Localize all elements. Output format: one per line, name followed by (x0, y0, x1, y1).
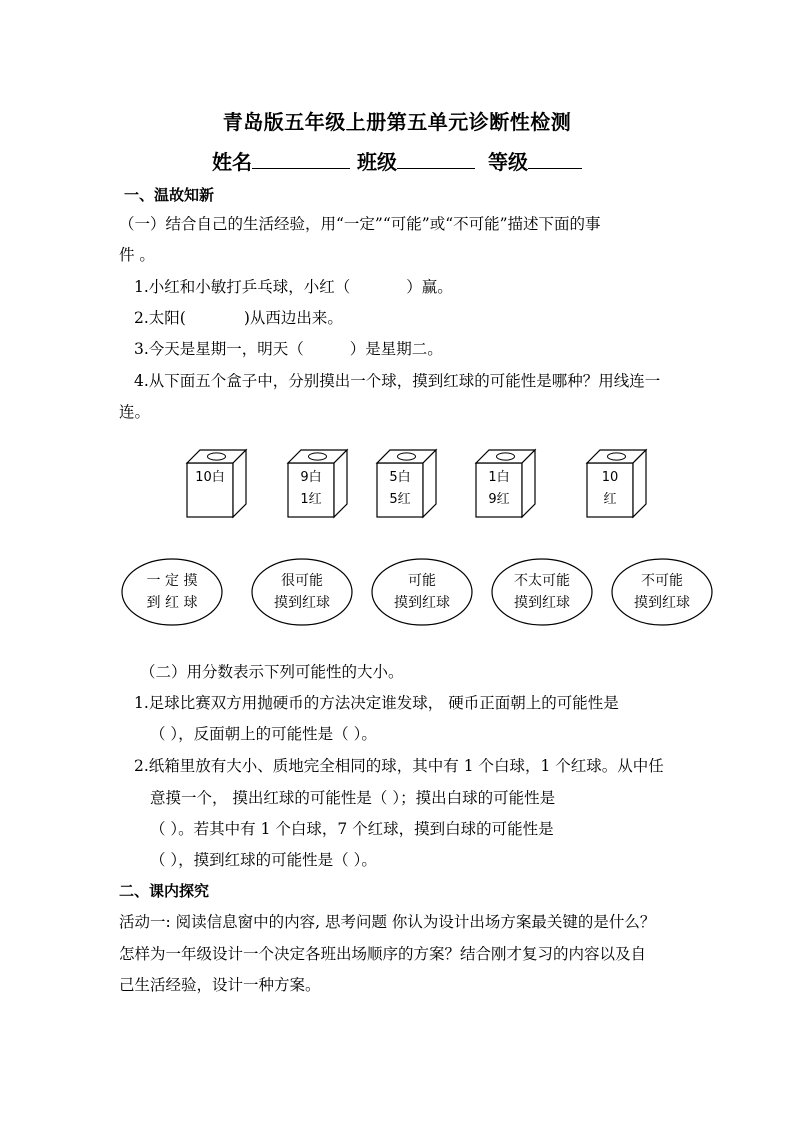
question-1-3: 3.今天是星期一，明天（ ）是星期二。 (134, 340, 443, 358)
box-label-line1: 10白 (195, 470, 225, 485)
part2-q2-line3: （ ）。若其中有 1 个白球，7 个红球，摸到白球的可能性是 (150, 820, 554, 838)
box-label-line2: 5红 (389, 492, 411, 507)
question-1-4-line2: 连。 (119, 403, 151, 421)
box-label-line2: 9红 (488, 492, 510, 507)
box-label (587, 467, 633, 511)
oval-label-line1: 一 定 摸 (146, 573, 198, 589)
oval-label-line2: 摸到红球 (394, 595, 450, 611)
oval-label (372, 570, 472, 614)
part1-intro-line2: 件 。 (119, 246, 155, 264)
part2-q1-line2: （ ），反面朝上的可能性是（ ）。 (150, 725, 377, 743)
box-label-line1: 9白 (300, 470, 322, 485)
part2-q2-line1: 2.纸箱里放有大小、质地完全相同的球，其中有 1 个白球，1 个红球。从中任 (134, 757, 664, 775)
section2-line1: 活动一: 阅读信息窗中的内容, 思考问题 你认为设计出场方案最关键的是什么？ (119, 913, 656, 931)
part2-q1-line1: 1.足球比赛双方用抛硬币的方法决定谁发球， 硬币正面朝上的可能性是 (134, 694, 619, 712)
oval-label (612, 570, 712, 614)
question-1-4-line1: 4.从下面五个盒子中，分别摸出一个球，摸到红球的可能性是哪种？用线连一 (134, 372, 661, 390)
page-title: 青岛版五年级上册第五单元诊断性检测 (222, 110, 572, 134)
box-label-line2: 1红 (300, 492, 322, 507)
box-label (288, 467, 334, 511)
class-label: 班级 (357, 150, 397, 174)
name-label: 姓名 (212, 150, 252, 174)
question-1-1: 1.小红和小敏打乒乓球，小红（ ）赢。 (134, 278, 453, 296)
box-label (377, 467, 423, 511)
oval-label-line1: 可能 (408, 573, 436, 589)
oval-label-line2: 摸到红球 (634, 595, 690, 611)
oval-label-line2: 到 红 球 (146, 595, 198, 611)
box-label-line2: 红 (603, 492, 617, 507)
box-label (187, 467, 233, 489)
section2-heading: 二、课内探究 (119, 882, 210, 900)
box-label-line1: 10 (601, 470, 619, 485)
oval-label (492, 570, 592, 614)
part2-q2-line2: 意摸一个， 摸出红球的可能性是（ ）；摸出白球的可能性是 (150, 789, 556, 807)
part2-q2-line4: （ ），摸到红球的可能性是（ ）。 (150, 851, 377, 869)
oval-label-line2: 摸到红球 (274, 595, 330, 611)
oval-label-line2: 摸到红球 (514, 595, 570, 611)
oval-label (252, 570, 352, 614)
section1-heading: 一、温故知新 (124, 186, 215, 204)
box-label-line1: 1白 (488, 470, 510, 485)
oval-label-line1: 不太可能 (514, 573, 570, 589)
part2-intro: （二）用分数表示下列可能性的大小。 (140, 663, 404, 681)
box-label-line1: 5白 (389, 470, 411, 485)
oval-label (122, 570, 222, 614)
section2-line3: 己生活经验，设计一种方案。 (119, 976, 321, 994)
section2-line2: 怎样为一年级设计一个决定各班出场顺序的方案？结合刚才复习的内容以及自 (119, 945, 647, 963)
question-1-2: 2.太阳( )从西边出来。 (134, 309, 343, 327)
oval-label-line1: 不可能 (641, 573, 683, 589)
grade-label: 等级 (488, 150, 528, 174)
part1-intro-line1: （一）结合自己的生活经验，用“一定”“可能”或“不可能”描述下面的事 (119, 215, 601, 233)
oval-label-line1: 很可能 (281, 573, 323, 589)
box-label (476, 467, 522, 511)
